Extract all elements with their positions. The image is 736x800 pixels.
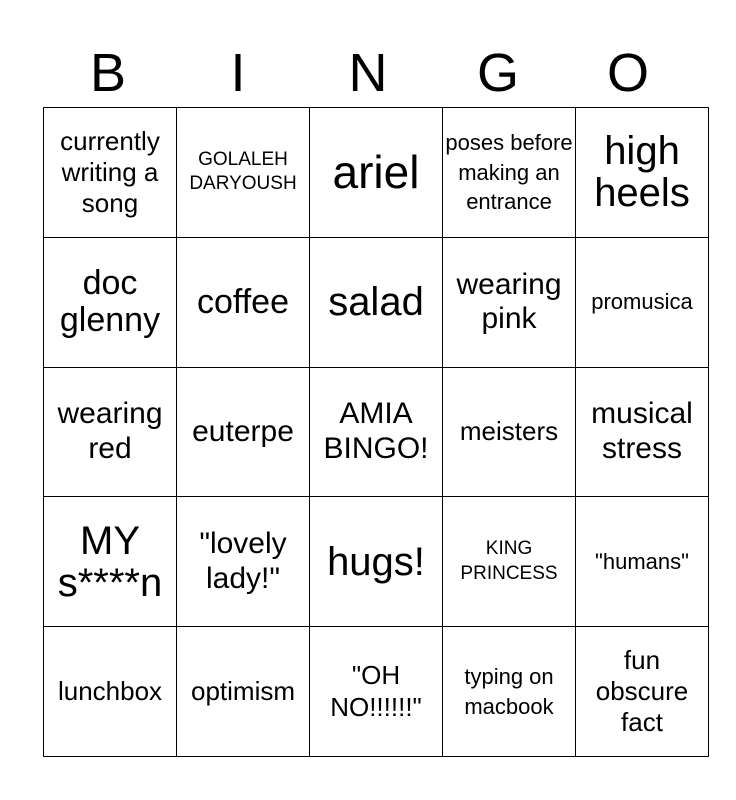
bingo-cell[interactable] (44, 237, 177, 367)
bingo-cell[interactable] (310, 627, 443, 757)
bingo-cell[interactable] (443, 497, 576, 627)
bingo-cell[interactable] (177, 237, 310, 367)
cell-text: optimism (190, 676, 295, 706)
bingo-cell[interactable] (443, 108, 576, 238)
board-row (44, 497, 709, 627)
cell-text: currently writing a song (60, 125, 160, 218)
cell-text: "lovely lady!" (199, 527, 287, 595)
bingo-cell[interactable] (310, 237, 443, 367)
bingo-cell[interactable] (443, 237, 576, 367)
bingo-board (43, 107, 709, 757)
bingo-cell[interactable] (310, 497, 443, 627)
bingo-cell[interactable] (310, 367, 443, 497)
header-letter-b: B (89, 43, 127, 103)
bingo-cell[interactable] (576, 237, 709, 367)
bingo-cell[interactable] (576, 497, 709, 627)
cell-text: salad (328, 280, 424, 325)
bingo-cell[interactable] (576, 108, 709, 238)
board-row (44, 237, 709, 367)
bingo-cell[interactable] (44, 367, 177, 497)
cell-text: AMIA BINGO! (323, 397, 429, 465)
bingo-cell[interactable] (44, 497, 177, 627)
cell-text: coffee (196, 282, 289, 321)
cell-text: wearing red (57, 397, 163, 465)
cell-text: euterpe (192, 414, 294, 448)
bingo-cell[interactable] (177, 497, 310, 627)
board-row (44, 367, 709, 497)
header-letter-o: O (606, 43, 649, 103)
bingo-cell[interactable] (44, 627, 177, 757)
bingo-cell[interactable] (443, 367, 576, 497)
cell-text: GOLALEH DARYOUSH (189, 148, 297, 195)
cell-text: typing on macbook (464, 663, 554, 719)
header-letter-n: N (348, 43, 388, 103)
cell-text: ariel (332, 146, 420, 199)
cell-text: musical stress (591, 397, 693, 465)
cell-text: KING PRINCESS (460, 538, 558, 584)
board-row (44, 108, 709, 238)
cell-text: poses before making an entrance (445, 129, 573, 215)
bingo-cell[interactable] (44, 108, 177, 238)
bingo-cell[interactable] (576, 367, 709, 497)
cell-text: wearing pink (456, 267, 562, 336)
header-letter-i: I (230, 43, 246, 103)
cell-text: "OH NO!!!!!!" (330, 660, 422, 722)
cell-text: meisters (459, 416, 559, 447)
header-letter-g: G (476, 43, 519, 103)
bingo-cell[interactable] (177, 108, 310, 238)
cell-text: promusica (591, 289, 693, 315)
bingo-cell[interactable] (576, 627, 709, 757)
cell-text: high heels (594, 129, 690, 216)
bingo-cell[interactable] (443, 627, 576, 757)
cell-text: doc glenny (59, 263, 161, 340)
bingo-cell[interactable] (177, 367, 310, 497)
cell-text: MY s****n (57, 518, 163, 605)
cell-text: "humans" (595, 548, 689, 574)
bingo-cell[interactable] (310, 108, 443, 238)
cell-text: lunchbox (57, 676, 163, 706)
bingo-cell[interactable] (177, 627, 310, 757)
cell-text: hugs! (327, 539, 425, 584)
board-row (44, 627, 709, 757)
bingo-header (43, 38, 693, 108)
cell-text: fun obscure fact (595, 644, 689, 738)
